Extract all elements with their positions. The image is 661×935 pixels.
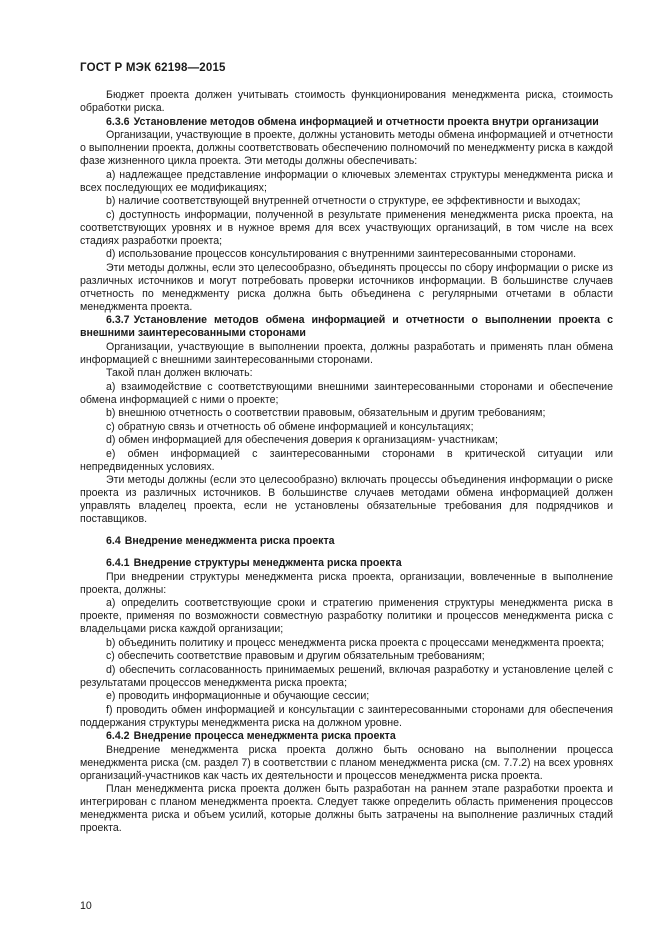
list-item: d) обмен информацией для обеспечения доверия к организациям- участникам; [106, 434, 498, 446]
paragraph: План менеджмента риска проекта должен быть разработан на раннем этапе разработки проекта и интегрирован с планом менеджмента проекта. Следует также определить область применения процессов менеджмента риска и объем усилий, которые должны быть затрачены на выполнение различных стадий проекта. [80, 783, 613, 834]
list-item: d) обеспечить согласованность принимаемых решений, включая разработку и установление целей с результатами процессов менеджмента риска проекта; [80, 663, 613, 689]
list-item: b) внешнюю отчетность о соответствии правовым, обязательным и другим требованиям; [106, 407, 546, 419]
list-item: d) использование процессов консультирования с внутренними заинтересованными сторонами. [106, 248, 577, 260]
paragraph: Эти методы должны, если это целесообразно, объединять процессы по сбору информации о риске из различных источников и могут потребовать проверки источников информации. В большинстве случаев отчетность по менеджменту риска должна быть объединена с регулярными отчетами в области менеджмента проекта. [80, 261, 613, 313]
list-item: c) обеспечить соответствие правовым и другим обязательным требованиям; [106, 650, 485, 662]
section-number: 6.3.6 [106, 115, 130, 128]
section-title: Внедрение процесса менеджмента риска проекта [133, 730, 396, 742]
section-title: Установление методов обмена информацией и отчетности проекта внутри организации [133, 115, 599, 128]
paragraph: Бюджет проекта должен учитывать стоимость функционирования менеджмента риска, стоимость обработки риска. [80, 89, 613, 114]
list-item: a) взаимодействие с соответствующими внешними заинтересованными сторонами и обеспечение обмена информацией с ними о проекте; [80, 380, 613, 406]
list-item: c) доступность информации, полученной в результате применения менеджмента риска проекта, на соответствующих уровнях и в нужное время для всех участвующих организаций, в том числе на всех стадиях разработки проекта; [80, 208, 613, 247]
paragraph: Организации, участвующие в проекте, должны установить методы обмена информацией и отчетности о выполнении проекта, должны соответствовать обеспечению полномочий по менеджменту риска в каждой фазе жизненного цикла проекта. Эти методы должны обеспечивать: [80, 129, 613, 167]
paragraph: При внедрении структуры менеджмента риска проекта, организации, вовлеченные в выполнение проекта, должны: [80, 570, 613, 596]
list-item: a) определить соответствующие сроки и стратегию применения структуры менеджмента риска в проекте, применяя по возможности совместную разработку политики и процессов менеджмента риска с владельцами риска каждой организации; [80, 597, 613, 635]
page-number: 10 [80, 900, 92, 912]
section-number: 6.4 [106, 535, 121, 547]
section-number: 6.3.7 [106, 314, 130, 326]
paragraph: Эти методы должны (если это целесообразно) включать процессы объединения информации о риске проекта из различных источников. В большинстве случаев методами обмена информацией должен управлять владелец проекта, если не установлены обязательные требования для подрядчиков и поставщиков. [80, 474, 613, 525]
section-number: 6.4.1 [106, 557, 130, 569]
subsection-heading [80, 535, 613, 548]
list-item: b) объединить политику и процесс менеджмента риска проекта с процессами менеджмента проекта; [106, 636, 605, 649]
list-item: a) надлежащее представление информации о ключевых элементах структуры менеджмента риска и всех последующих ее модификациях; [80, 168, 613, 194]
paragraph: Организации, участвующие в выполнении проекта, должны разработать и применять план обмена информацией с внешними заинтересованными сторонами. [80, 340, 613, 366]
section-heading [80, 557, 613, 570]
list-item: c) обратную связь и отчетность об обмене информацией и консультациях; [106, 420, 474, 433]
section-title: Внедрение структуры менеджмента риска проекта [133, 557, 402, 569]
paragraph: Внедрение менеджмента риска проекта должно быть основано на выполнении процесса менеджмента риска (см. раздел 7) в соответствии с планом менеджмента риска (см. 7.7.2) на всех уровнях организаций-участников как часть их деятельности и процессов менеджмента риска проекта. [80, 743, 613, 782]
section-title: Внедрение менеджмента риска проекта [124, 535, 335, 547]
section-heading [80, 314, 613, 340]
list-item: e) проводить информационные и обучающие сессии; [106, 690, 370, 702]
document-body [80, 89, 613, 836]
list-item: e) обмен информацией с заинтересованными сторонами в критической ситуации или непредвиденных условиях. [80, 447, 613, 473]
paragraph: Такой план должен включать: [106, 367, 253, 379]
list-item: f) проводить обмен информацией и консультации с заинтересованными сторонами для обеспечения поддержания структуры менеджмента риска на должном уровне. [80, 703, 613, 729]
list-item: b) наличие соответствующей внутренней отчетности о структуре, ее эффективности и выходах; [106, 195, 581, 207]
section-heading [80, 116, 613, 129]
section-number: 6.4.2 [106, 730, 130, 742]
document-header: ГОСТ Р МЭК 62198—2015 [80, 62, 226, 74]
section-heading [80, 730, 613, 743]
section-title: Установление методов обмена информацией и отчетности о выполнении проекта с внешними заинтересованными сторонами [80, 314, 613, 339]
